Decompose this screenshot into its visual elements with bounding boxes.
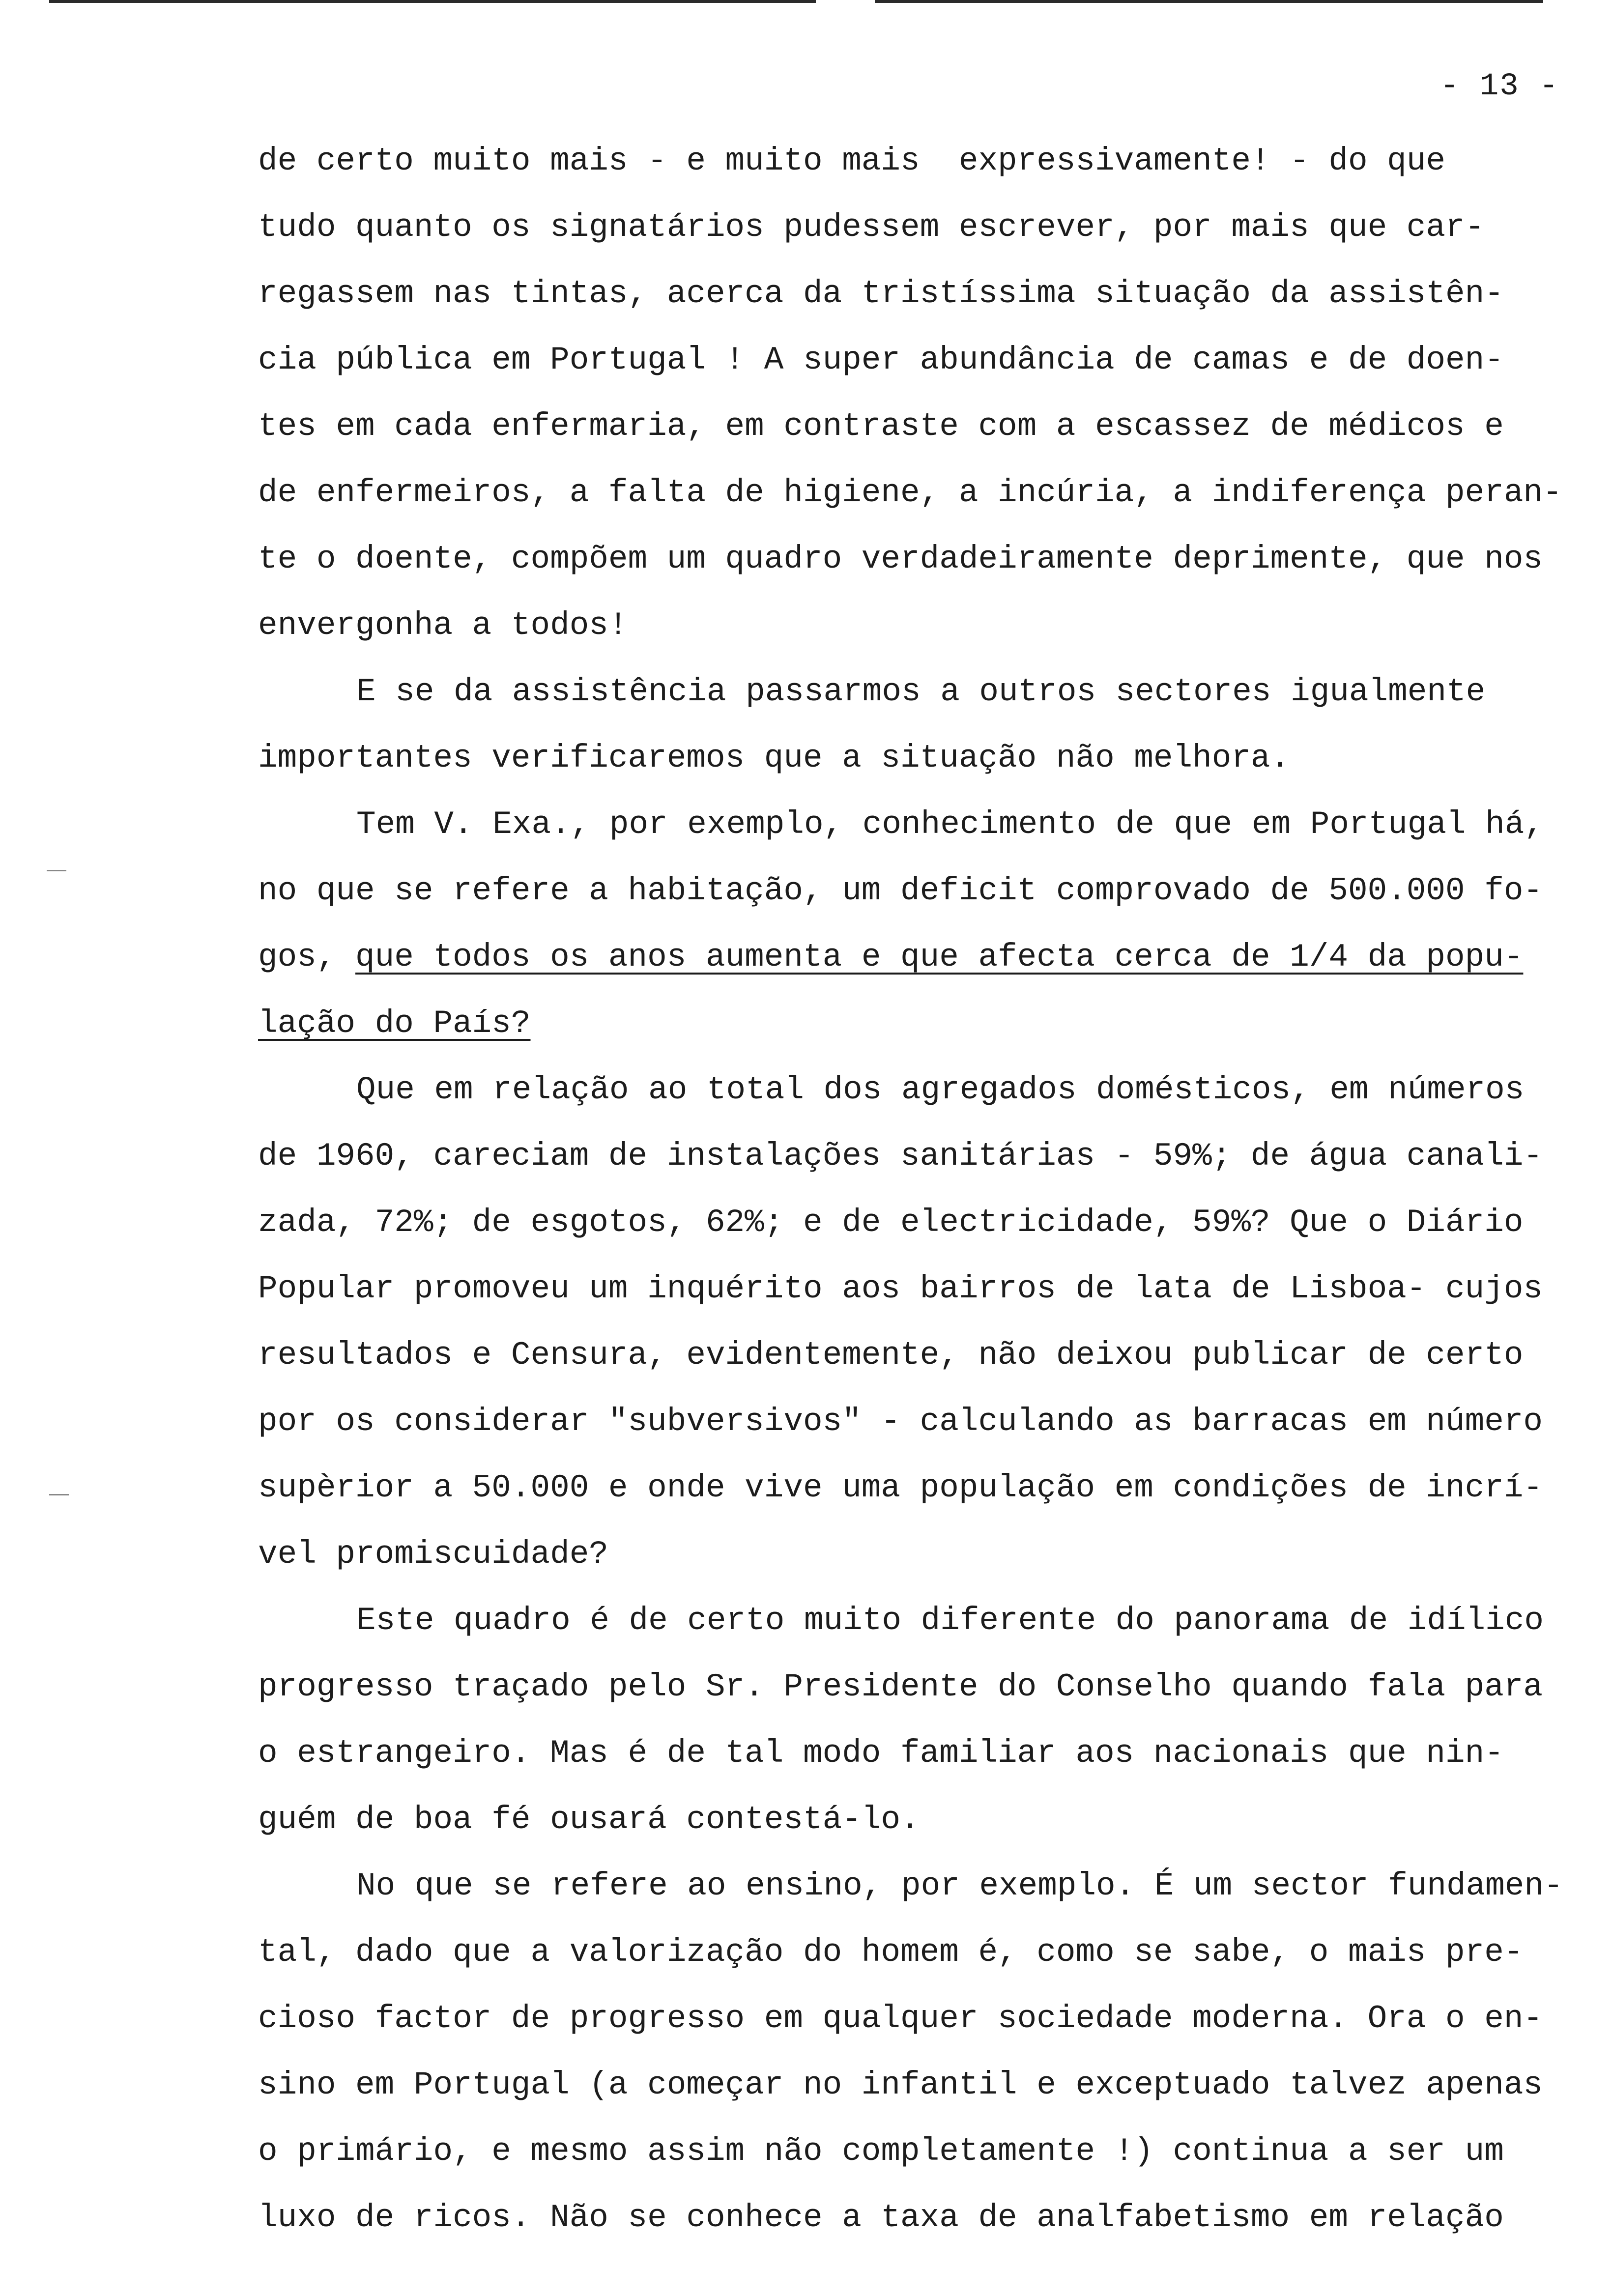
text-line: o estrangeiro. Mas é de tal modo familiar aos nacionais que nin- — [258, 1735, 1504, 1772]
margin-mark — [47, 870, 66, 871]
text-line: tes em cada enfermaria, em contraste com a escassez de médicos e — [258, 408, 1504, 445]
text-segment: gos, — [258, 939, 356, 976]
text-line: tudo quanto os signatários pudessem escrever, por mais que car- — [258, 209, 1485, 246]
margin-mark — [49, 1494, 69, 1495]
text-line: Popular promoveu um inquérito aos bairros de lata de Lisboa- cujos — [258, 1270, 1543, 1307]
text-line: supèrior a 50.000 e onde vive uma população em condições de incrí- — [258, 1469, 1543, 1506]
text-line: Que em relação ao total dos agregados domésticos, em números — [356, 1071, 1525, 1108]
text-line: vel promiscuidade? — [258, 1536, 608, 1573]
text-line: resultados e Censura, evidentemente, não deixou publicar de certo — [258, 1337, 1524, 1374]
top-border-right — [875, 0, 1543, 3]
text-line: cioso factor de progresso em qualquer sociedade moderna. Ora o en- — [258, 2000, 1543, 2037]
top-border-left — [49, 0, 816, 3]
text-line: Tem V. Exa., por exemplo, conhecimento de que em Portugal há, — [356, 806, 1544, 843]
text-line: de certo muito mais - e muito mais expressivamente! - do que — [258, 143, 1445, 179]
text-line: No que se refere ao ensino, por exemplo. É um sector fundamen- — [356, 1867, 1563, 1904]
text-line: envergonha a todos! — [258, 607, 628, 644]
text-line: te o doente, compõem um quadro verdadeiramente deprimente, que nos — [258, 541, 1543, 577]
text-line: regassem nas tintas, acerca da tristíssima situação da assistên- — [258, 275, 1504, 312]
text-line: Este quadro é de certo muito diferente do panorama de idílico — [356, 1602, 1544, 1639]
underlined-text: que todos os anos aumenta e que afecta cerca de 1/4 da popu- — [355, 939, 1524, 976]
text-line: por os considerar "subversivos" - calculando as barracas em número — [258, 1403, 1543, 1440]
text-line: sino em Portugal (a começar no infantil e exceptuado talvez apenas — [258, 2066, 1543, 2103]
text-line: de 1960, careciam de instalações sanitárias - 59%; de água canali- — [258, 1138, 1543, 1175]
text-line: tal, dado que a valorização do homem é, como se sabe, o mais pre- — [258, 1934, 1524, 1971]
text-line: cia pública em Portugal ! A super abundância de camas e de doen- — [258, 342, 1504, 378]
text-line: no que se refere a habitação, um deficit comprovado de 500.000 fo- — [258, 872, 1543, 909]
page-number: - 13 - — [1440, 69, 1559, 104]
text-line: de enfermeiros, a falta de higiene, a incúria, a indiferença peran- — [258, 474, 1562, 511]
text-line — [258, 941, 1523, 974]
text-line: E se da assistência passarmos a outros sectores igualmente — [356, 673, 1486, 710]
text-line: guém de boa fé ousará contestá-lo. — [258, 1801, 920, 1838]
text-line: luxo de ricos. Não se conhece a taxa de analfabetismo em relação — [258, 2199, 1504, 2236]
text-line: progresso traçado pelo Sr. Presidente do Conselho quando fala para — [258, 1668, 1543, 1705]
underlined-text: lação do País? — [258, 1005, 531, 1042]
text-line: o primário, e mesmo assim não completamente !) continua a ser um — [258, 2133, 1504, 2170]
text-line: zada, 72%; de esgotos, 62%; e de electricidade, 59%? Que o Diário — [258, 1204, 1524, 1241]
text-line: importantes verificaremos que a situação não melhora. — [258, 740, 1290, 776]
